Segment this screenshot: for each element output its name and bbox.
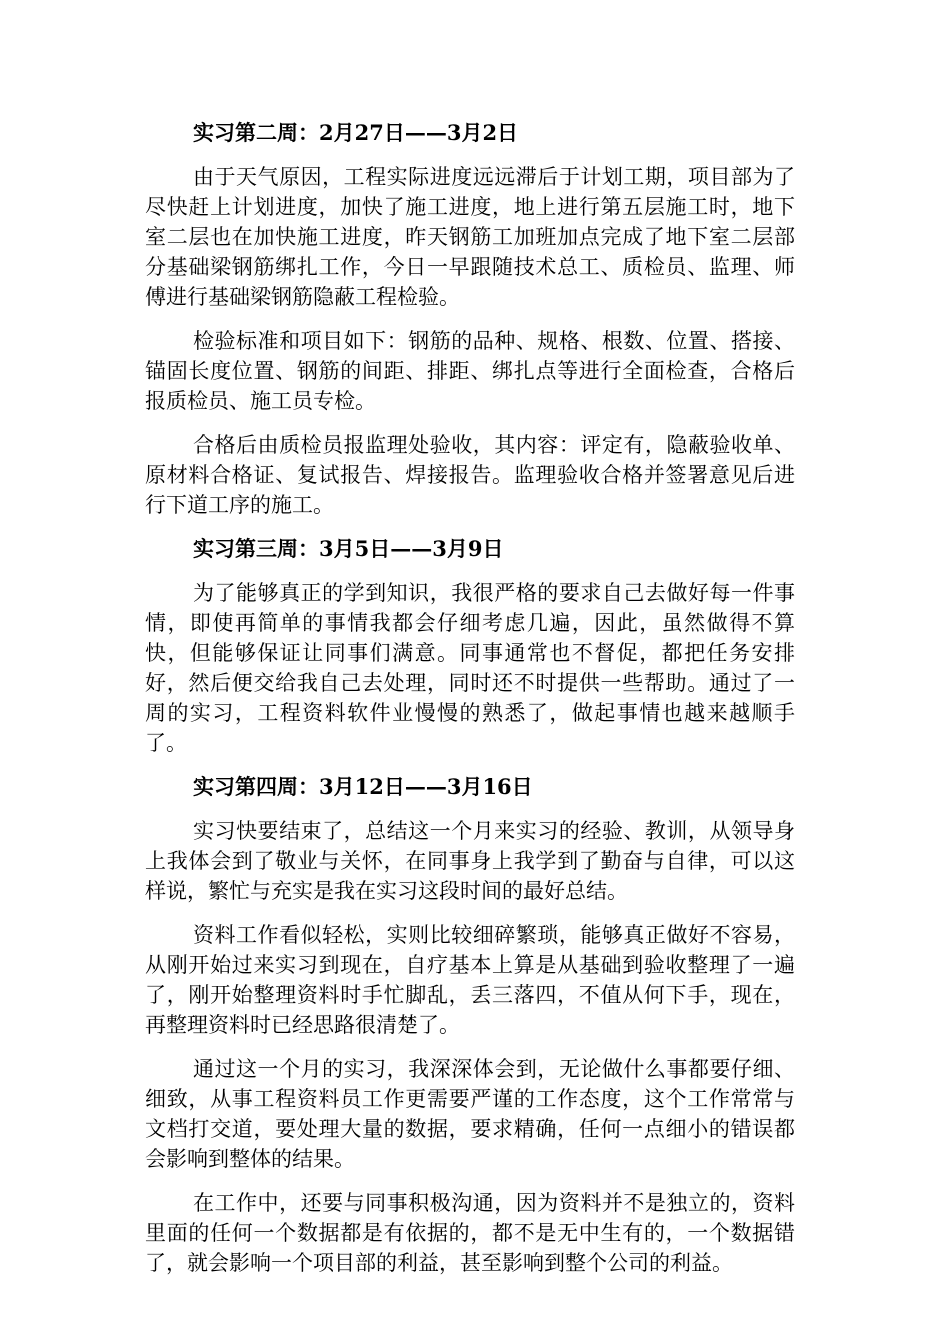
paragraph: 通过这一个月的实习，我深深体会到，无论做什么事都要仔细、细致，从事工程资料员工作更需要严谨的工作态度，这个工作常常与文档打交道，要处理大量的数据，要求精确，任何一点细小的错误都会影响到整体的结果。 [145, 1057, 795, 1171]
paragraph: 实习快要结束了，总结这一个月来实习的经验、教训，从领导身上我体会到了敬业与关怀，在同事身上我学到了勤奋与自律，可以这样说，繁忙与充实是我在实习这段时间的最好总结。 [145, 819, 795, 903]
section-heading-week3: 实习第三周：3月5日——3月9日 [193, 536, 504, 561]
paragraph: 资料工作看似轻松，实则比较细碎繁琐，能够真正做好不容易，从刚开始过来实习到现在，自疗基本上算是从基础到验收整理了一遍了，刚开始整理资料时手忙脚乱，丢三落四，不值从何下手，现在，再整理资料时已经思路很清楚了。 [145, 923, 795, 1037]
section-heading-week4: 实习第四周：3月12日——3月16日 [193, 774, 533, 799]
section-heading-week2: 实习第二周：2月27日——3月2日 [193, 120, 519, 145]
paragraph: 在工作中，还要与同事积极沟通，因为资料并不是独立的，资料里面的任何一个数据都是有依据的，都不是无中生有的，一个数据错了，就会影响一个项目部的利益，甚至影响到整个公司的利益。 [145, 1191, 795, 1275]
paragraph: 由于天气原因，工程实际进度远远滞后于计划工期，项目部为了尽快赶上计划进度，加快了施工进度，地上进行第五层施工时，地下室二层也在加快施工进度，昨天钢筋工加班加点完成了地下室二层部分基础梁钢筋绑扎工作，今日一早跟随技术总工、质检员、监理、师傅进行基础梁钢筋隐蔽工程检验。 [145, 165, 795, 309]
document-page [145, 118, 795, 1292]
paragraph: 合格后由质检员报监理处验收，其内容：评定有，隐蔽验收单、原材料合格证、复试报告、焊接报告。监理验收合格并签署意见后进行下道工序的施工。 [145, 433, 795, 517]
paragraph: 检验标准和项目如下：钢筋的品种、规格、根数、位置、搭接、锚固长度位置、钢筋的间距、排距、绑扎点等进行全面检查，合格后报质检员、施工员专检。 [145, 329, 795, 413]
paragraph: 为了能够真正的学到知识，我很严格的要求自己去做好每一件事情，即使再简单的事情我都会仔细考虑几遍，因此，虽然做得不算快，但能够保证让同事们满意。同事通常也不督促，都把任务安排好，然后便交给我自己去处理，同时还不时提供一些帮助。通过了一周的实习，工程资料软件业慢慢的熟悉了，做起事情也越来越顺手了。 [145, 581, 795, 755]
